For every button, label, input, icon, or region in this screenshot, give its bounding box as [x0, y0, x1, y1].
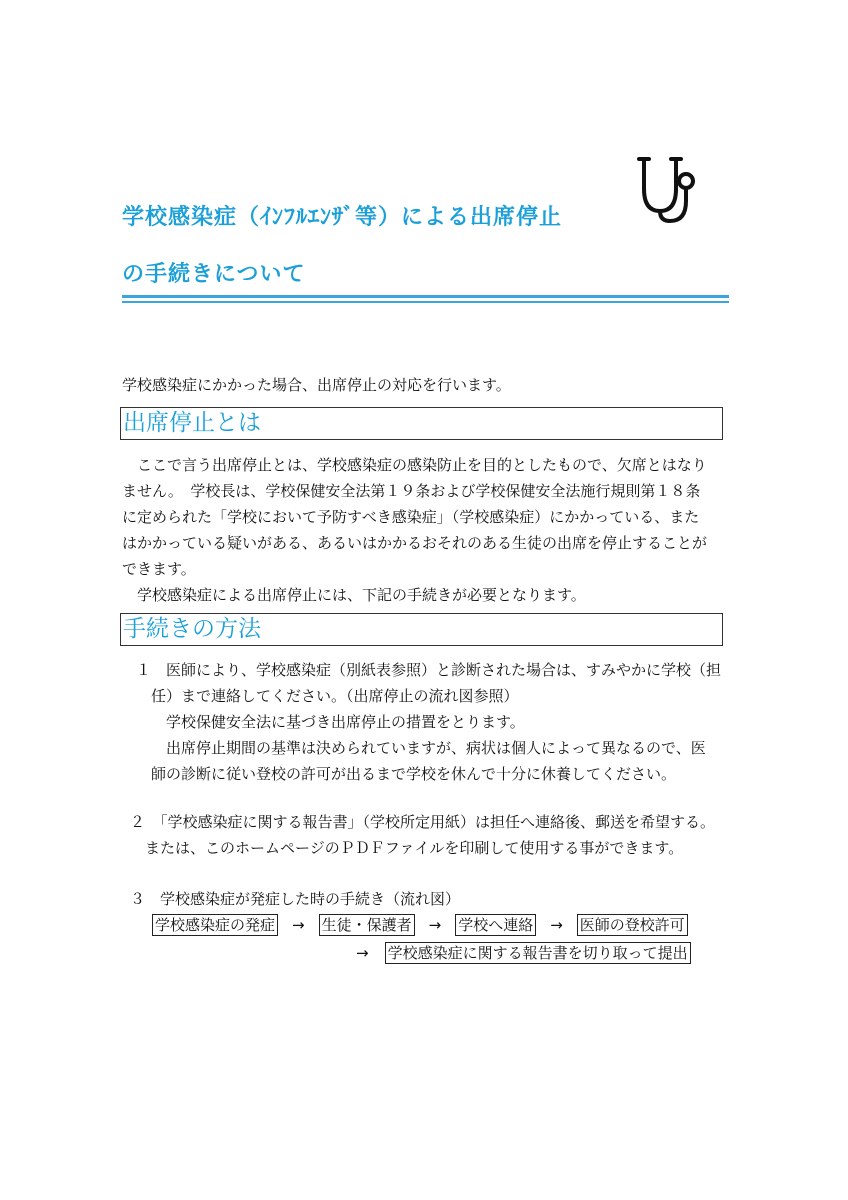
- text-line: 任）まで連絡してください。（出席停止の流れ図参照）: [136, 687, 519, 705]
- flow-step-contact-school: 学校へ連絡: [455, 914, 536, 936]
- arrow-right-icon: →: [292, 916, 305, 934]
- text-line: 師の診断に従い登校の許可が出るまで学校を休んで十分に休養してください。: [136, 765, 677, 783]
- text-line: はかかっている疑いがある、あるいはかかるおそれのある生徒の出席を停止することが: [122, 534, 708, 552]
- flow-row-1: [152, 914, 688, 936]
- flow-step-student-guardian: 生徒・保護者: [319, 914, 415, 936]
- text-line: または、このホームページのＰＤＦファイルを印刷して使用する事ができます。: [130, 839, 684, 857]
- flow-step-onset: 学校感染症の発症: [152, 914, 278, 936]
- procedure-item-1: [136, 657, 721, 787]
- arrow-right-icon: →: [428, 916, 442, 934]
- section-heading-procedure: 手続きの方法: [120, 613, 723, 646]
- text-line: ２ 「学校感染症に関する報告書」（学校所定用紙）は担任へ連絡後、郵送を希望する。: [130, 813, 716, 831]
- flow-step-doctor-permission: 医師の登校許可: [577, 914, 688, 936]
- text-line: 学校感染症による出席停止には、下記の手続きが必要となります。: [122, 586, 586, 604]
- arrow-right-icon: →: [550, 916, 563, 934]
- text-line: に定められた「学校において予防すべき感染症」（学校感染症）にかかっている、また: [122, 508, 700, 526]
- section-heading-attendance-stop: 出席停止とは: [120, 407, 723, 440]
- title-underline-thin: [122, 301, 729, 303]
- text-line: ここで言う出席停止とは、学校感染症の感染防止を目的としたもので、欠席とはなり: [122, 456, 707, 474]
- procedure-item-2: [130, 809, 715, 861]
- procedure-item-3-label: ３ 学校感染症が発症した時の手続き（流れ図）: [130, 890, 461, 908]
- arrow-right-icon: →: [356, 944, 369, 962]
- section1-paragraph: [122, 452, 707, 608]
- intro-text: 学校感染症にかかった場合、出席停止の対応を行います。: [122, 376, 511, 394]
- text-line: 学校保健安全法に基づき出席停止の措置をとります。: [136, 713, 525, 731]
- flow-step-submit-report: 学校感染症に関する報告書を切り取って提出: [385, 942, 691, 964]
- title-underline-thick: [122, 295, 729, 298]
- text-line: できます。: [122, 560, 196, 578]
- page-title-line1: 学校感染症（ｲﾝﾌﾙｴﾝｻﾞ等）による出席停止: [122, 205, 563, 230]
- text-line: ません。 学校長は、学校保健安全法第１９条および学校保健安全法施行規則第１８条: [122, 482, 701, 500]
- stethoscope-icon: [636, 155, 696, 225]
- text-line: １ 医師により、学校感染症（別紙表参照）と診断された場合は、すみやかに学校（担: [136, 661, 722, 679]
- page-title-line2: の手続きについて: [122, 262, 306, 287]
- flow-row-2: [356, 942, 691, 964]
- text-line: 出席停止期間の基準は決められていますが、病状は個人によって異なるので、医: [136, 739, 706, 757]
